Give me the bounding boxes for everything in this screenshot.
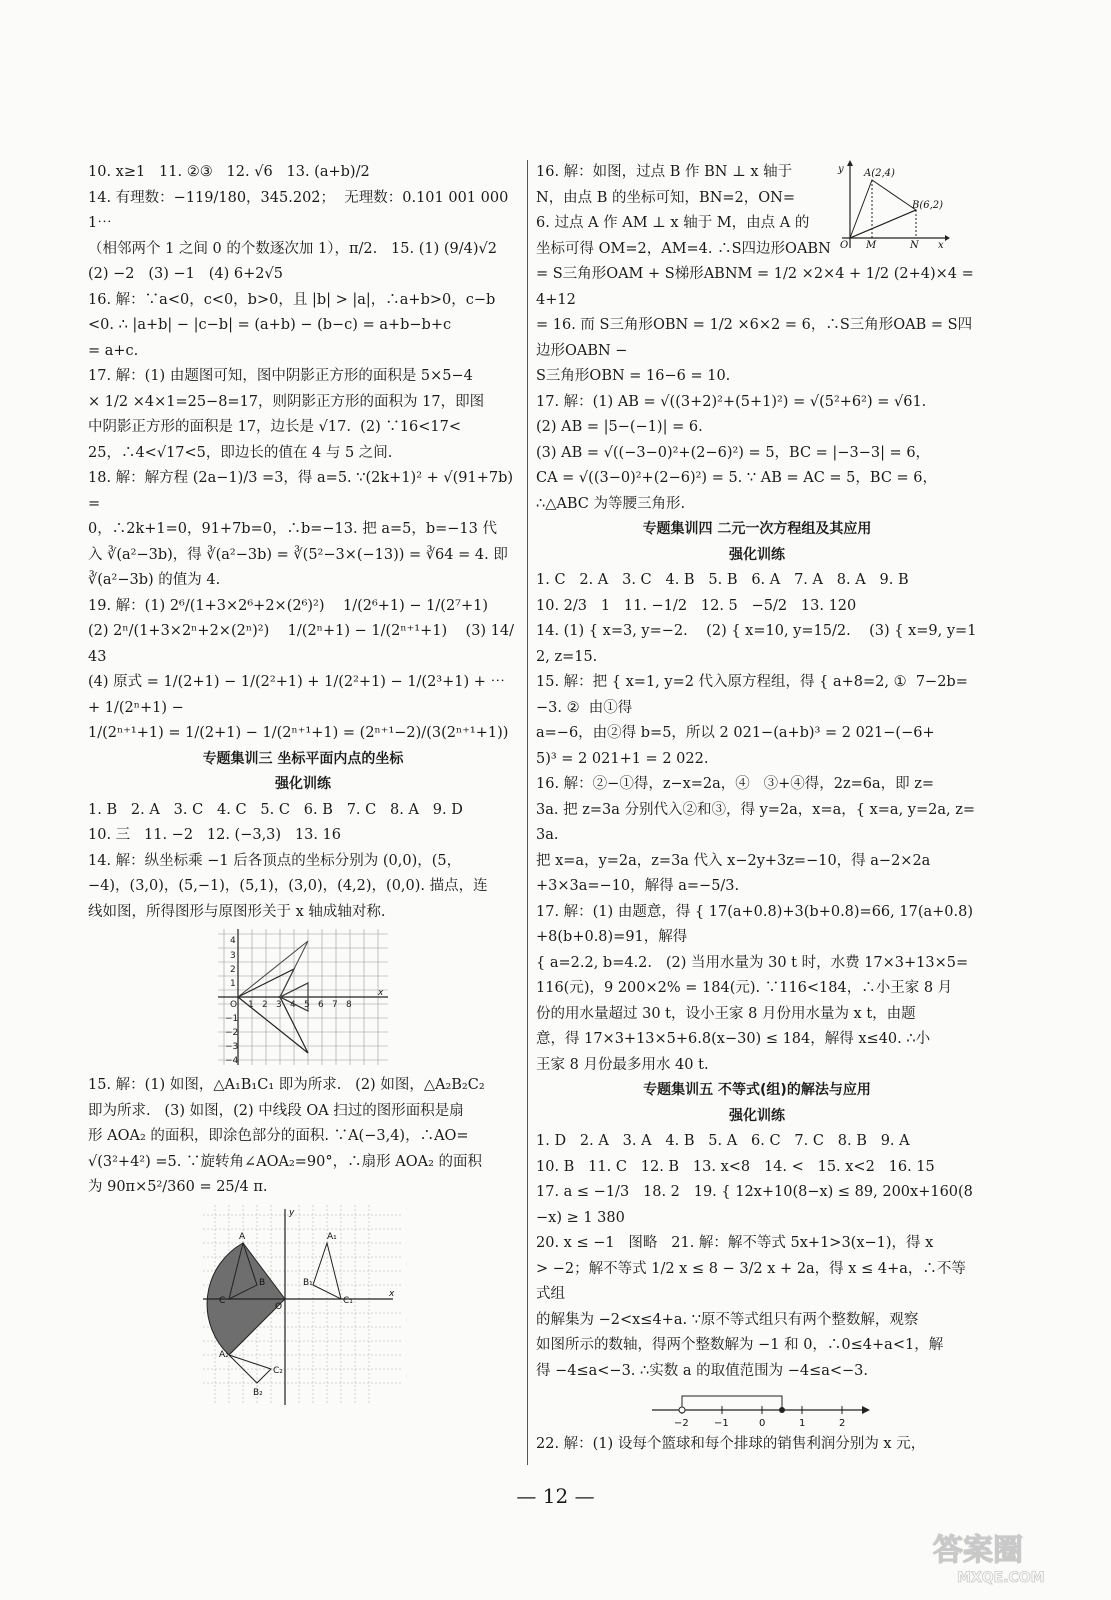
right-c-line: 的解集为 −2<x≤4+a. ∵原不等式组只有两个整数解，观察 xyxy=(536,1311,919,1328)
subheading-4: 强化训练 xyxy=(729,546,785,563)
right-b-line: 份的用水量超过 30 t，设小王家 8 月份用水量为 x t，由题 xyxy=(536,1005,916,1022)
fig1-x-axis-label: x xyxy=(378,988,384,998)
right-c-line: 得 −4≤a<−3. ∴实数 a 的取值范围为 −4≤a<−3. xyxy=(536,1362,869,1379)
fig3-x-label: x xyxy=(938,240,944,250)
left-b-line: 10. 三 11. −2 12. (−3,3) 13. 16 xyxy=(88,827,342,843)
fig1-x-label-3: 3 xyxy=(276,1000,282,1010)
numberline-label-2: 2 xyxy=(839,1418,846,1428)
fig2-point-c2: C₂ xyxy=(273,1365,283,1376)
fig1-y-label-n2: −2 xyxy=(225,1028,239,1038)
left-a-line: 14. 有理数：−119/180，345.202̇； 无理数：0.101 001 000 1⋯ xyxy=(88,189,513,231)
right-c-line: 17. a ≤ −1/3 18. 2 19. { 12x+10(8−x) ≤ 89, 200x+160(8−x) ≥ 1 380 xyxy=(536,1184,973,1226)
left-b-line: −4)，(3,0)，(5,−1)，(5,1)，(3,0)，(4,2)，(0,0). 描点，连 xyxy=(88,878,488,894)
column-divider xyxy=(527,160,528,1465)
left-c-line: 即为所求. (3) 如图，(2) 中线段 OA 扫过的图形面积是扇 xyxy=(88,1102,464,1119)
left-b-line: 1. B 2. A 3. C 4. C 5. C 6. B 7. C 8. A 9. D xyxy=(88,801,463,818)
left-a-line: 0，∴2k+1=0，91+7b=0，∴b=−13. 把 a=5，b=−13 代 xyxy=(88,521,497,537)
left-a-line: 10. x≥1 11. ②③ 12. √6 13. (a+b)/2 xyxy=(88,164,370,180)
fig2-point-b1: B₁ xyxy=(303,1277,313,1288)
fig2-point-c1: C₁ xyxy=(343,1295,353,1306)
fig2-point-b2: B₂ xyxy=(253,1387,263,1398)
fig2-y-label: y xyxy=(289,1207,295,1218)
left-a-line: 1/(2ⁿ⁺¹+1) = 1/(2+1) − 1/(2ⁿ⁺¹+1) = (2ⁿ⁺¹−2)/(3(2ⁿ⁺¹+1)) xyxy=(88,725,509,741)
fig2-origin-label: O xyxy=(275,1301,283,1312)
right-b-line: 116(元)，9 200×2% = 184(元). ∵116<184，∴小王家 8 月 xyxy=(536,980,953,996)
right-b-line: a=−6，由②得 b=5，所以 2 021−(a+b)³ = 2 021−(−6+ xyxy=(536,725,935,741)
right-lines-b xyxy=(536,568,978,1078)
left-c-line: √(3²+4²) =5. ∵旋转角∠AOA₂=90°，∴扇形 AOA₂ 的面积 xyxy=(88,1153,482,1170)
right-d-line: 22. 解：(1) 设每个篮球和每个排球的销售利润分别为 x 元， xyxy=(536,1436,926,1452)
right-c-line: > −2；解不等式 1/2 x ≤ 8 − 3/2 x + 2a，得 x ≤ 4+a，∴不等式组 xyxy=(536,1260,966,1302)
left-a-line: (2) −2 (3) −1 (4) 6+2√5 xyxy=(88,266,283,282)
right-a-line: (3) AB = √((−3−0)²+(2−6)²) = 5，BC = |−3−3| = 6， xyxy=(536,444,931,461)
right-a-line: S三角形OBN = 16−6 = 10. xyxy=(536,368,731,384)
watermark-logo xyxy=(927,1520,1097,1590)
left-a-line: 16. 解：∵a<0，c<0，b>0，且 |b| > |a|，∴a+b>0，c−b xyxy=(88,291,496,308)
left-a-line: (4) 原式 = 1/(2+1) − 1/(2²+1) + 1/(2²+1) − 1/(2³+1) + ⋯ + 1/(2ⁿ+1) − xyxy=(88,674,510,716)
right-b-line: 14. (1) { x=3, y=−2. (2) { x=10, y=15/2. (3) { x=9, y=12, z=15. xyxy=(536,623,977,665)
right-b-line: 16. 解：②−①得，z−x=2a，④ ③+④得，2z=6a，即 z= xyxy=(536,776,935,792)
heading-5: 专题集训五 不等式(组)的解法与应用 xyxy=(643,1082,871,1098)
right-b-line: 5)³ = 2 021+1 = 2 022. xyxy=(536,750,709,767)
right-a-line: 6. 过点 A 作 AM ⊥ x 轴于 M，由点 A 的 xyxy=(536,215,810,231)
fig3-origin: O xyxy=(840,240,849,250)
numberline-label-n2: −2 xyxy=(674,1418,689,1428)
right-b-line: 意，得 17×3+13×5+6.8(x−30) ≤ 184，解得 x≤40. ∴小 xyxy=(536,1031,931,1047)
fig2-point-a2: A₂ xyxy=(219,1349,229,1360)
left-c-line: 15. 解：(1) 如图，△A₁B₁C₁ 即为所求. (2) 如图，△A₂B₂C₂ xyxy=(88,1077,485,1093)
left-a-line: × 1/2 ×4×1=25−8=17，则阴影正方形的面积为 17，即图 xyxy=(88,393,485,410)
right-b-line: 17. 解：(1) 由题意，得 { 17(a+0.8)+3(b+0.8)=66, 17(a+0.8)+8(b+0.8)=91，解得 xyxy=(536,903,973,945)
fig1-y-label-2: 2 xyxy=(230,965,236,975)
numberline-label-1: 1 xyxy=(799,1418,806,1428)
left-a-line: <0. ∴ |a+b| − |c−b| = (a+b) − (b−c) = a+b−b+c xyxy=(88,317,452,333)
quadrilateral-figure xyxy=(830,160,950,250)
right-a-line: = S三角形OAM + S梯形ABNM = 1/2 ×2×4 + 1/2 (2+4)×4 = 4+12 xyxy=(536,266,979,308)
subheading-3: 强化训练 xyxy=(275,776,331,792)
left-a-line: （相邻两个 1 之间 0 的个数逐次加 1），π/2. 15. (1) (9/4)√2 xyxy=(88,240,497,257)
fig1-origin-label: O xyxy=(230,1000,238,1010)
right-lines-c xyxy=(536,1129,978,1384)
left-lines-a xyxy=(88,160,518,747)
right-b-line: 3a. 把 z=3a 分别代入②和③，得 y=2a，x=a，{ x=a, y=2a, z=3a. xyxy=(536,801,975,843)
left-a-line: = a+c. xyxy=(88,342,139,359)
left-a-line: 19. 解：(1) 2⁶/(1+3×2⁶+2×(2⁶)²) 1/(2⁶+1) − 1/(2⁷+1) xyxy=(88,597,489,614)
right-b-line: 10. 2/3 1 11. −1/2 12. 5 −5/2 13. 120 xyxy=(536,597,857,614)
fig2-point-a: A xyxy=(239,1231,246,1242)
svg-text:答案圈: 答案圈 xyxy=(933,1533,1023,1568)
fig1-x-label-2: 2 xyxy=(262,1000,268,1010)
right-b-line: 1. C 2. A 3. C 4. B 5. B 6. A 7. A 8. A 9. B xyxy=(536,572,909,588)
heading-4: 专题集训四 二元一次方程组及其应用 xyxy=(642,521,872,537)
right-a-line: ∴△ABC 为等腰三角形. xyxy=(536,495,686,512)
right-a-line: 坐标可得 OM=2，AM=4. ∴S四边形OABN xyxy=(536,240,831,257)
page-number: — 12 — xyxy=(516,1484,595,1508)
fig2-point-c: C xyxy=(219,1295,226,1306)
number-line-figure xyxy=(642,1388,872,1428)
fig1-y-label-4: 4 xyxy=(230,936,236,946)
fig2-x-label: x xyxy=(389,1288,395,1299)
left-a-line: ∛(a²−3b) 的值为 4. xyxy=(88,572,221,588)
fig2-point-a1: A₁ xyxy=(327,1231,337,1242)
left-b-line: 线如图，所得图形与原图形关于 x 轴成轴对称. xyxy=(88,903,386,920)
right-c-line: 1. D 2. A 3. A 4. B 5. A 6. C 7. C 8. B 9. A xyxy=(536,1133,910,1149)
left-c-line: 形 AOA₂ 的面积，即涂色部分的面积. ∵A(−3,4)，∴AO= xyxy=(88,1128,469,1144)
fig1-y-label-n4: −4 xyxy=(225,1056,239,1066)
fig1-y-label-1: 1 xyxy=(230,979,236,989)
reflection-grid-figure xyxy=(218,929,388,1069)
rotation-grid-figure xyxy=(203,1205,403,1405)
numberline-label-0: 0 xyxy=(759,1418,766,1428)
right-a-line: 17. 解：(1) AB = √((3+2)²+(5+1)²) = √(5²+6²) = √61. xyxy=(536,393,927,410)
left-a-line: 中阴影正方形的面积是 17，边长是 √17. (2) ∵16<17< xyxy=(88,419,462,435)
right-lines-d xyxy=(536,1432,978,1458)
heading-3: 专题集训三 坐标平面内点的坐标 xyxy=(202,750,404,767)
fig3-point-b: B(6,2) xyxy=(912,200,944,211)
right-a-line: = 16. 而 S三角形OBN = 1/2 ×6×2 = 6，∴S三角形OAB = S四边形OABN − xyxy=(536,317,973,359)
left-a-line: (2) 2ⁿ/(1+3×2ⁿ+2×(2ⁿ)²) 1/(2ⁿ+1) − 1/(2ⁿ⁺¹+1) (3) 14/43 xyxy=(88,623,515,665)
fig3-point-n: N xyxy=(910,240,919,250)
right-b-line: { a=2.2, b=4.2. (2) 当用水量为 30 t 时，水费 17×3+13×5= xyxy=(536,954,969,971)
right-a-line: 16. 解：如图，过点 B 作 BN ⊥ x 轴于 xyxy=(536,164,793,180)
fig1-y-label-n3: −3 xyxy=(225,1042,239,1052)
fig3-point-a: A(2,4) xyxy=(864,168,895,179)
right-a-line: N，由点 B 的坐标可知，BN=2，ON= xyxy=(536,189,796,206)
right-b-line: 15. 解：把 { x=1, y=2 代入原方程组，得 { a+8=2, ① 7−2b=−3. ② 由①得 xyxy=(536,674,968,716)
numberline-label-n1: −1 xyxy=(714,1418,729,1428)
right-b-line: 王家 8 月份最多用水 40 t. xyxy=(536,1056,709,1073)
fig1-x-label-5: 5 xyxy=(304,1000,310,1010)
fig1-x-label-7: 7 xyxy=(332,1000,338,1010)
right-c-line: 20. x ≤ −1 图略 21. 解：解不等式 5x+1>3(x−1)，得 x xyxy=(536,1235,934,1251)
fig1-x-label-4: 4 xyxy=(290,1000,296,1010)
left-a-line: 18. 解：解方程 (2a−1)/3 =3，得 a=5. ∵(2k+1)² + √(91+7b) = xyxy=(88,470,518,512)
fig2-point-b: B xyxy=(259,1277,266,1288)
right-c-line: 10. B 11. C 12. B 13. x<8 14. < 15. x<2 16. 15 xyxy=(536,1158,935,1175)
fig1-y-label-n1: −1 xyxy=(225,1014,239,1024)
left-lines-b xyxy=(88,798,518,926)
fig1-x-label-8: 8 xyxy=(346,1000,352,1010)
subheading-5: 强化训练 xyxy=(729,1107,785,1124)
left-a-line: 25，∴4<√17<5，即边长的值在 4 与 5 之间. xyxy=(88,444,393,461)
fig1-x-label-6: 6 xyxy=(318,1000,324,1010)
right-b-line: +3×3a=−10，解得 a=−5/3. xyxy=(536,878,740,894)
right-a-line: CA = √((3−0)²+(2−6)²) = 5. ∵ AB = AC = 5，BC = 6， xyxy=(536,470,938,486)
right-a-line: (2) AB = |5−(−1)| = 6. xyxy=(536,419,703,435)
fig3-point-m: M xyxy=(866,240,877,250)
fig1-y-label-3: 3 xyxy=(230,951,236,961)
right-column xyxy=(536,160,978,1458)
left-b-line: 14. 解：纵坐标乘 −1 后各顶点的坐标分别为 (0,0)，(5， xyxy=(88,852,462,869)
fig1-x-label-1: 1 xyxy=(248,1000,254,1010)
left-c-line: 为 90π×5²/360 = 25/4 π. xyxy=(88,1179,268,1195)
right-b-line: 把 x=a，y=2a，z=3a 代入 x−2y+3z=−10，得 a−2×2a xyxy=(536,852,931,869)
svg-text:MXQE.COM: MXQE.COM xyxy=(957,1570,1045,1586)
left-column xyxy=(88,160,518,1409)
right-c-line: 如图所示的数轴，得两个整数解为 −1 和 0，∴0≤4+a<1，解 xyxy=(536,1337,944,1353)
left-lines-c xyxy=(88,1073,518,1201)
left-a-line: 入 ∛(a²−3b)，得 ∛(a²−3b) = ∛(5²−3×(−13)) = ∛64 = 4. 即 xyxy=(88,546,508,563)
left-a-line: 17. 解：(1) 由题图可知，图中阴影正方形的面积是 5×5−4 xyxy=(88,368,473,384)
fig3-y-label: y xyxy=(838,164,844,175)
